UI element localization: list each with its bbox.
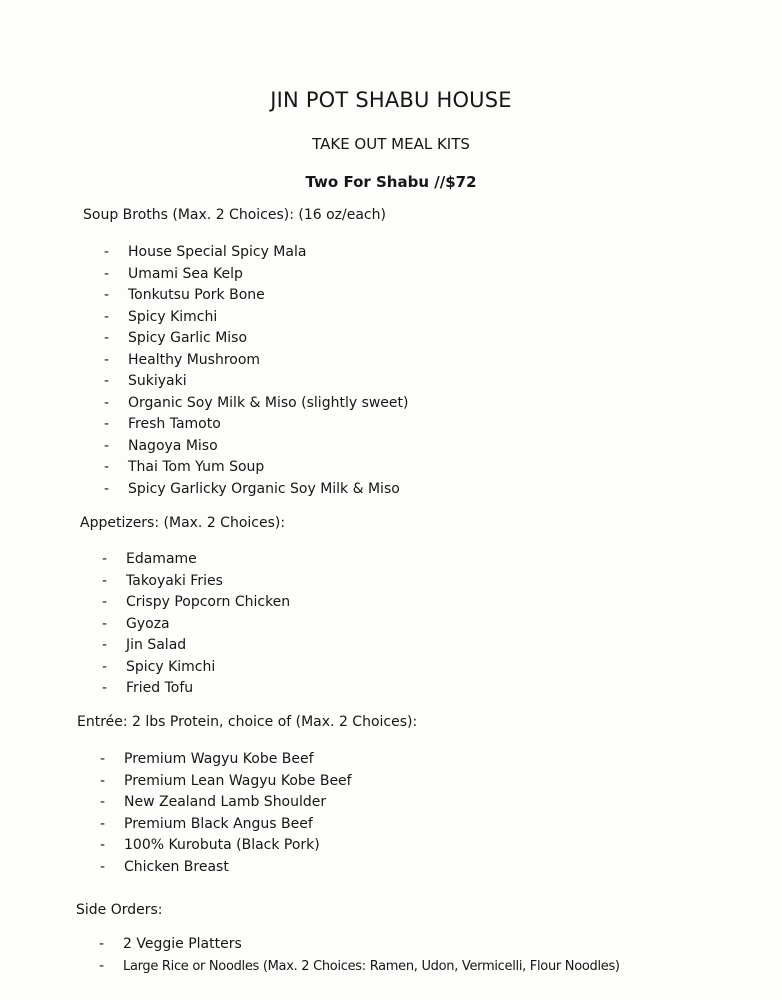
bullet-dash: - bbox=[104, 394, 110, 411]
list-item-label: Thai Tom Yum Soup bbox=[128, 459, 265, 475]
bullet-dash: - bbox=[104, 351, 110, 368]
bullet-dash: - bbox=[102, 594, 108, 610]
list-item-label: New Zealand Lamb Shoulder bbox=[124, 794, 327, 810]
list-item-label: Tonkutsu Pork Bone bbox=[128, 287, 265, 303]
list-item-label: Spicy Garlicky Organic Soy Milk & Miso bbox=[128, 480, 400, 497]
bullet-dash: - bbox=[100, 815, 106, 832]
list-item-label: House Special Spicy Mala bbox=[128, 244, 307, 260]
bullet-dash: - bbox=[102, 572, 108, 589]
list-item-label: 2 Veggie Platters bbox=[123, 936, 242, 952]
list-item-label: Spicy Kimchi bbox=[126, 658, 216, 675]
bullet-dash: - bbox=[100, 751, 106, 767]
list-item-label: Gyoza bbox=[126, 615, 170, 632]
list-item-label: Nagoya Miso bbox=[128, 437, 218, 454]
list-item-label: Chicken Breast bbox=[124, 858, 229, 875]
list-item-label: Takoyaki Fries bbox=[126, 572, 223, 589]
list-item-label: Organic Soy Milk & Miso (slightly sweet) bbox=[128, 394, 409, 411]
bullet-dash: - bbox=[104, 480, 110, 497]
bullet-dash: - bbox=[100, 772, 106, 789]
restaurant-name: JIN POT SHABU HOUSE bbox=[270, 88, 512, 112]
bullet-dash: - bbox=[104, 459, 110, 475]
list-item-label: Crispy Popcorn Chicken bbox=[126, 594, 291, 610]
package-title: Two For Shabu //$72 bbox=[305, 173, 477, 191]
bullet-dash: - bbox=[99, 936, 105, 952]
bullet-dash: - bbox=[104, 437, 110, 454]
bullet-dash: - bbox=[102, 637, 108, 653]
bullet-dash: - bbox=[100, 858, 106, 875]
bullet-dash: - bbox=[102, 680, 108, 696]
bullet-dash: - bbox=[104, 373, 110, 389]
bullet-dash: - bbox=[99, 957, 105, 974]
bullet-dash: - bbox=[104, 308, 110, 325]
list-item-label: Fried Tofu bbox=[126, 680, 194, 696]
list-item-label: Large Rice or Noodles (Max. 2 Choices: Ramen, Udon, Vermicelli, Flour Noodles) bbox=[123, 958, 620, 974]
bullet-dash: - bbox=[102, 615, 108, 632]
bullet-dash: - bbox=[104, 265, 110, 282]
list-item-label: Edamame bbox=[126, 551, 197, 567]
list-item-label: Spicy Kimchi bbox=[128, 308, 218, 325]
menu-subtitle: TAKE OUT MEAL KITS bbox=[312, 135, 470, 153]
list-item-label: Fresh Tamoto bbox=[128, 416, 221, 432]
list-item-label: Healthy Mushroom bbox=[128, 351, 261, 368]
bullet-dash: - bbox=[104, 287, 110, 303]
list-item-label: Sukiyaki bbox=[128, 373, 187, 389]
section-heading-soup-broths: Soup Broths (Max. 2 Choices): (16 oz/each) bbox=[83, 207, 386, 223]
bullet-dash: - bbox=[102, 551, 108, 567]
section-heading-entree: Entrée: 2 lbs Protein, choice of (Max. 2 Choices): bbox=[77, 714, 418, 730]
bullet-dash: - bbox=[104, 416, 110, 432]
bullet-dash: - bbox=[102, 658, 108, 675]
list-item-label: Jin Salad bbox=[126, 637, 187, 653]
list-item-label: 100% Kurobuta (Black Pork) bbox=[124, 837, 320, 853]
section-heading-side-orders: Side Orders: bbox=[76, 902, 163, 918]
bullet-dash: - bbox=[100, 794, 106, 810]
bullet-dash: - bbox=[100, 837, 106, 853]
bullet-dash: - bbox=[104, 244, 110, 260]
list-item-label: Spicy Garlic Miso bbox=[128, 330, 248, 346]
list-item-label: Umami Sea Kelp bbox=[128, 265, 243, 282]
list-item-label: Premium Wagyu Kobe Beef bbox=[124, 751, 314, 767]
bullet-dash: - bbox=[104, 330, 110, 346]
list-item-label: Premium Lean Wagyu Kobe Beef bbox=[124, 772, 352, 789]
list-item-label: Premium Black Angus Beef bbox=[124, 815, 313, 832]
section-heading-appetizers: Appetizers: (Max. 2 Choices): bbox=[80, 515, 286, 531]
